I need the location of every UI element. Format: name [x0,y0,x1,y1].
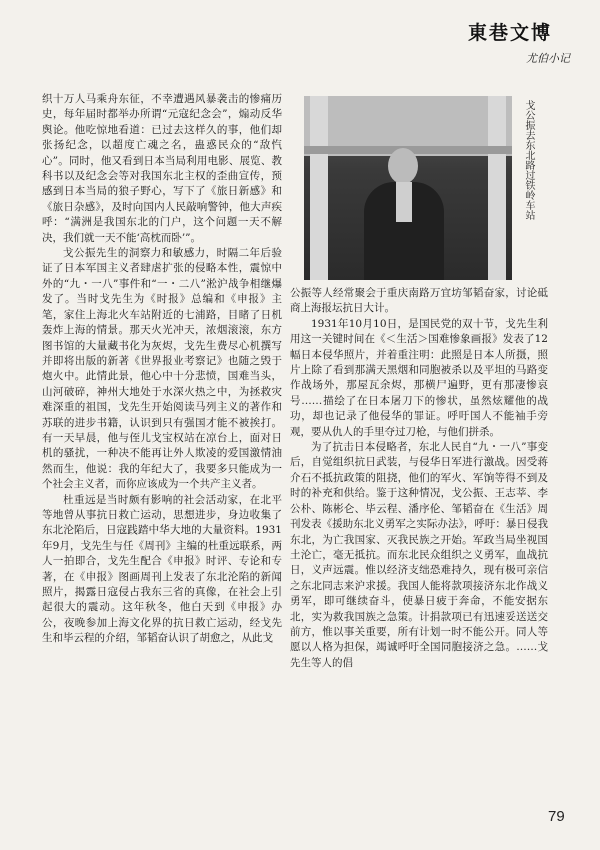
photo-caption: 戈公振去东北路过铁岭车站 [523,100,534,220]
paragraph: 公振等人经常聚会于重庆南路万宜坊邹韬奋家，讨论砥商上海报坛抗日大计。 [290,287,548,315]
paragraph: 织十万人马乘舟东征，不幸遭遇风暴袭击的惨痛历史，每年届时都举办所谓“元寇纪念会”，煽动反华舆论。他吃惊地看道：已过去这样久的事，他们却张扬纪念，以超度亡魂之名，蛊惑民众的“敌忾心”。同时，他又看到日本当局利用电影、展览、教科书以及纪念会等对我国东北主权的歪曲宣传，预感到日本当局的狼子野心，写下了《旅日新感》和《旅日杂感》，及时向国内人民敲响警钟，他大声疾呼：“满洲是我国东北的门户，这个问题一天不解决，我们就一天不能‘高枕而卧’”。 [42,93,282,244]
logo-title: 東巷文博 [468,22,553,44]
paragraph: 杜重远是当时颇有影响的社会活动家，在北平等地曾从事抗日救亡运动，思想进步，身边收集了东北沦陷后，日寇践踏中华大地的大量资料。1931年9月，戈先生与任《周刊》主编的杜重远联系，两人一拍即合，戈先生配合《申报》时评、专论和专著，在《申报》图画周刊上发表了东北沦陷的新闻照片，揭露日寇侵占我东三省的真像，在社会上引起很大的震动。这年秋冬，他白天到《申报》办公，夜晚参加上海文化界的抗日救亡运动，经戈先生和毕云程的介绍，邹韬奋认识了胡愈之，从此戈 [42,493,282,645]
logo-signature: 尤伯小记 [526,52,570,65]
paragraph: 戈公振先生的洞察力和敏感力，时隔二年后验证了日本军国主义者肆虐扩张的侵略本性，震惊中外的“九・一八”事件和“一・二八”淞沪战争相继爆发了。当时戈先生为《时报》总编和《申报》主笔，家住上海北火车站附近的七浦路，目睹了日机轰炸上海的情景。那天火光冲天，浓烟滚滚，东方图书馆的大量藏书化为灰烬，戈先生费尽心机撰写并即将出版的新著《世界报业考察记》也随之毁于炮火中。此情此景，他心中十分悲愤，国难当头，山河破碎，神州大地处于水深火热之中，为拯救灾难深重的祖国，戈先生开始阅读马列主义的著作和苏联的进步书籍，认识到只有强国才能不被挨打。有一天早晨，他与侄儿戈宝权站在凉台上，面对日机的骚扰，一种决不能再让外人欺凌的爱国激情油然而生，他说：我的年纪大了，我要多只能成为一个社会主义者，而你应该成为一个共产主义者。 [42,247,282,491]
paragraph: 1931年10月10日，是国民党的双十节，戈先生利用这一关键时间在《＜生活＞国难惨象画报》发表了12幅日本侵华照片，并着重注明：此照是日本人所摄，照片上除了看到那满天黑烟和同胞被杀以及平坦的马路变作战场外，那屋瓦余烬，那横尸遍野，更有那凄惨哀号……描绘了在日本屠刀下的惨状，虽然炫耀他的战功，却也记录了他侵华的罪证。呼吁国人不能袖手旁观，要从仇人的手里夺过刀枪，与他们拼杀。 [290,317,548,438]
left-column [42,92,282,647]
right-column [290,286,548,671]
historical-photo [304,96,512,280]
column-logo [468,18,588,78]
paragraph: 为了抗击日本侵略者，东北人民自“九・一八”事变后，自觉组织抗日武装，与侵华日军进行激战。因受蒋介石不抵抗政策的阻挠，他们的军火、军饷等得不到及时的补充和供给。鉴于这种情况，戈公振、王志莘、李公朴、陈彬仑、毕云程、潘序伦、邹韬奋在《生活》周刊发表《援助东北义勇军之实际办法》，呼吁：暴日侵我东北，为亡我国家、灭我民族之开始。军政当局坐视国土沦亡，毫无抵抗。而东北民众组织之义勇军，血战抗日，义声远震。惟以经济支绌恐难持久，现有极可亲信之东北同志来沪求援。我国人能将款项接济东北作战义勇军，即可继续奋斗，使暴日疲于奔命，不能安据东北，实为救我国族之急策。计捐款项已有迅速妥送送交前方，惟以事关重要，所有计划一时不能公开。同人等愿以人格为担保，竭诚呼吁全国同胞接济之急。……戈先生等人的倡 [290,441,548,669]
page-number: 79 [548,808,565,825]
